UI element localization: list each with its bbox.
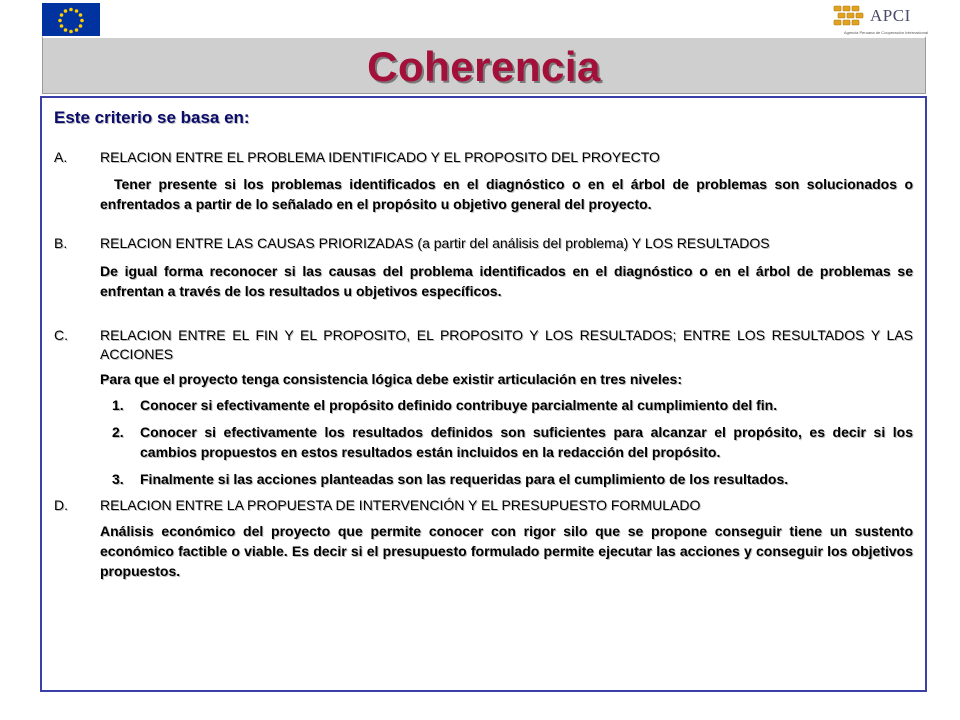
section-letter: A. xyxy=(54,149,68,165)
section-letter: C. xyxy=(54,327,68,343)
section-letter: D. xyxy=(54,497,68,513)
intro-heading: Este criterio se basa en: xyxy=(54,108,250,127)
section-body: Tener presente si los problemas identificados en el diagnóstico o en el árbol de problemas son solucionados o enfrentados a partir de lo señalado en el propósito u objetivo general del proyecto. xyxy=(100,176,913,212)
list-item-number: 3. xyxy=(112,471,124,487)
section-heading-text: RELACION ENTRE EL FIN Y EL PROPOSITO, EL PROPOSITO Y LOS RESULTADOS; ENTRE LOS RESULTADOS Y LAS ACCIONES xyxy=(100,327,913,362)
section-a xyxy=(54,148,913,214)
section-d xyxy=(54,496,913,581)
list-item-text: Conocer si efectivamente el propósito definido contribuye parcialmente al cumplimiento del fin. xyxy=(140,397,778,413)
content-frame xyxy=(40,96,927,692)
section-b xyxy=(54,234,913,301)
section-letter: B. xyxy=(54,235,68,251)
slide-title: Coherencia xyxy=(367,43,601,90)
eu-stars-icon xyxy=(42,3,100,38)
apci-logo xyxy=(832,2,928,38)
title-bar xyxy=(42,36,926,94)
list-item xyxy=(54,422,913,462)
section-body: Para que el proyecto tenga consistencia lógica debe existir articulación en tres niveles: xyxy=(100,371,682,387)
section-c xyxy=(54,326,913,489)
apci-wordmark: APCI xyxy=(870,6,911,25)
section-heading-text: RELACION ENTRE LA PROPUESTA DE INTERVENCIÓN Y EL PRESUPUESTO FORMULADO xyxy=(100,497,701,513)
eu-flag-logo xyxy=(42,3,100,38)
section-body: Análisis económico del proyecto que permite conocer con rigor silo que se propone conseguir tiene un sustento económico factible o viable. Es decir si el presupuesto formulado permite ejecutar las acciones y conseguir los objetivos propuestos. xyxy=(100,523,913,579)
list-item-number: 2. xyxy=(112,424,124,440)
apci-emblem-icon xyxy=(832,4,868,30)
list-item-number: 1. xyxy=(112,397,124,413)
articulation-levels-list xyxy=(54,395,913,489)
section-heading xyxy=(54,326,913,364)
list-item-text: Finalmente si las acciones planteadas son las requeridas para el cumplimiento de los resultados. xyxy=(140,471,789,487)
section-heading-text: RELACION ENTRE EL PROBLEMA IDENTIFICADO Y EL PROPOSITO DEL PROYECTO xyxy=(100,149,660,165)
list-item xyxy=(54,395,913,415)
section-heading xyxy=(54,496,913,515)
section-heading xyxy=(54,148,913,167)
section-heading-text: RELACION ENTRE LAS CAUSAS PRIORIZADAS (a partir del análisis del problema) Y LOS RESULTADOS xyxy=(100,235,770,251)
apci-tagline: Agencia Peruana de Cooperación Internacional xyxy=(843,30,928,35)
list-item-text: Conocer si efectivamente los resultados definidos son suficientes para alcanzar el propósito, es decir si los cambios propuestos en estos resultados están incluidos en la redacción del propósito. xyxy=(140,424,913,460)
section-body: De igual forma reconocer si las causas del problema identificados en el diagnóstico o en el árbol de problemas se enfrentan a través de los resultados u objetivos específicos. xyxy=(100,263,913,299)
section-heading xyxy=(54,234,913,253)
list-item xyxy=(54,469,913,489)
